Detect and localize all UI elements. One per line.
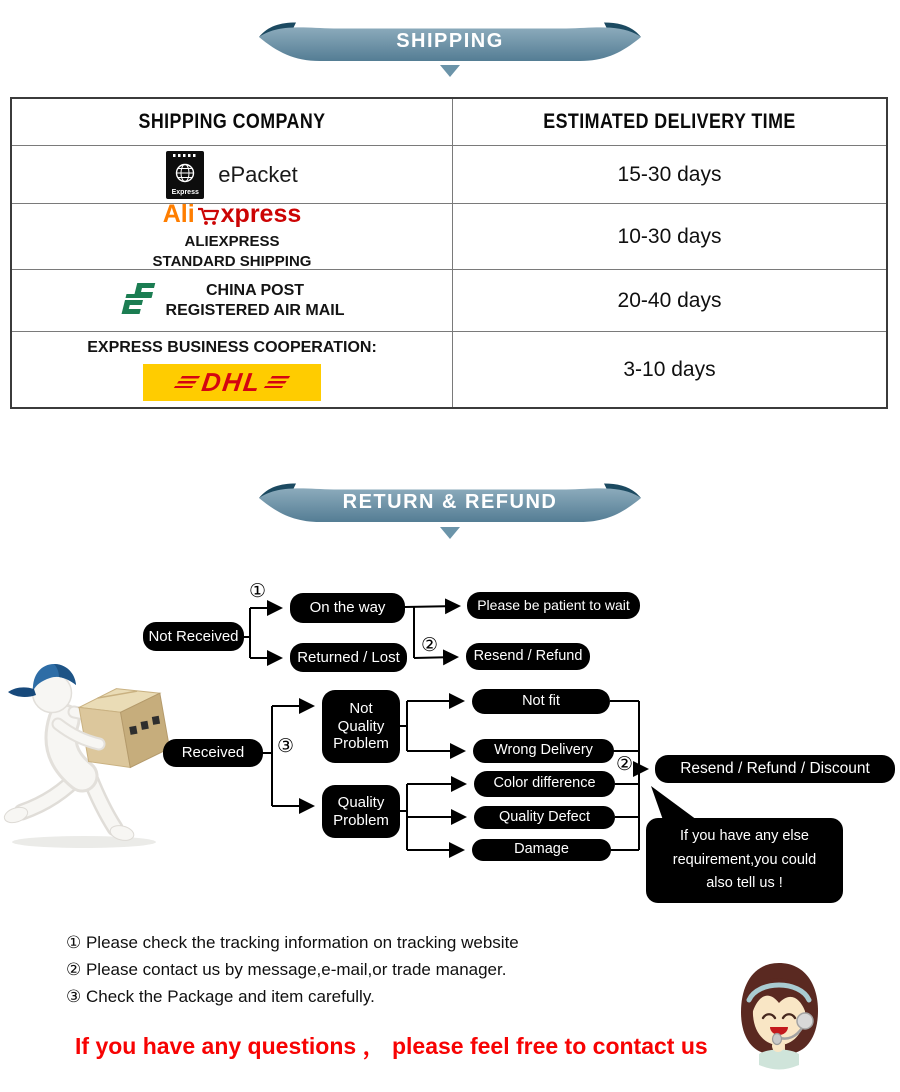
return-refund-banner: [256, 480, 644, 530]
flow-box-resend-refund-discount: Resend / Refund / Discount: [655, 755, 895, 783]
down-triangle-icon: [440, 65, 460, 77]
table-row-aliexpress-time: [453, 204, 886, 270]
table-row-chinapost-company: [12, 270, 453, 332]
speech-bubble-line2: requirement,you could: [672, 851, 817, 868]
chinapost-line1: CHINA POST: [205, 281, 305, 299]
flow-box-returned-lost: Returned / Lost: [290, 643, 407, 672]
cart-icon: [196, 204, 220, 226]
table-row-dhl-time: [453, 332, 886, 407]
dhl-stripes-left-icon: [174, 376, 200, 388]
chinapost-days: 20-40 days: [617, 288, 722, 312]
aliexpress-line2: STANDARD SHIPPING: [152, 252, 312, 270]
speech-bubble: [646, 818, 843, 903]
col-header-shipping-company-label: SHIPPING COMPANY: [138, 110, 326, 133]
chinapost-name: [166, 281, 345, 321]
flow-box-not-quality-problem: Not Quality Problem: [322, 690, 400, 763]
flow-box-quality-defect: Quality Defect: [474, 806, 615, 829]
dhl-days: 3-10 days: [623, 357, 716, 381]
epacket-badge-label: Express: [171, 188, 199, 196]
customer-service-girl-illustration: [731, 957, 828, 1085]
flow-box-quality-problem: Quality Problem: [322, 785, 400, 838]
table-row-epacket-company: [12, 146, 453, 204]
flow-box-not-received: Not Received: [143, 622, 244, 651]
speech-bubble-line1: If you have any else: [680, 828, 809, 845]
aliexpress-line1: ALIEXPRESS: [184, 233, 280, 250]
flow-box-not-fit: Not fit: [472, 689, 610, 714]
flow-box-on-the-way: On the way: [290, 593, 405, 623]
globe-icon: [174, 162, 196, 184]
dhl-logo-text: DHL: [200, 367, 264, 397]
flow-box-received: Received: [163, 739, 263, 767]
flow-box-please-be-patient: Please be patient to wait: [467, 592, 640, 619]
aliexpress-logo-xpress: xpress: [220, 200, 302, 228]
note-1: ① Please check the tracking information on tracking website: [66, 933, 519, 952]
circled-3: ③: [277, 736, 295, 757]
epacket-days: 15-30 days: [617, 162, 722, 186]
down-triangle-icon: [440, 527, 460, 539]
shipping-table: [10, 97, 888, 409]
delivery-man-illustration: [0, 648, 184, 853]
dhl-stripes-right-icon: [264, 376, 290, 388]
dhl-cooperation-label: EXPRESS BUSINESS COOPERATION:: [87, 338, 377, 356]
return-refund-banner-title: RETURN & REFUND: [342, 491, 558, 513]
table-row-aliexpress-company: [12, 200, 453, 270]
col-header-shipping-company: [12, 99, 453, 146]
epacket-name: ePacket: [218, 161, 298, 187]
flow-box-wrong-delivery: Wrong Delivery: [473, 739, 614, 763]
refund-notes: [66, 933, 519, 1014]
circled-2: ②: [421, 635, 439, 656]
china-post-logo-icon: [120, 280, 158, 322]
note-2: ② Please contact us by message,e-mail,or trade manager.: [66, 960, 507, 979]
dhl-logo: [143, 364, 321, 401]
col-header-delivery-time: [453, 99, 886, 146]
table-row-chinapost-time: [453, 270, 886, 332]
table-row-epacket-time: [453, 146, 886, 204]
circled-2-right: ②: [616, 754, 634, 775]
shipping-banner-title: SHIPPING: [396, 30, 504, 52]
speech-bubble-line3: also tell us !: [706, 875, 783, 892]
aliexpress-days: 10-30 days: [617, 224, 722, 248]
flow-box-resend-refund: Resend / Refund: [466, 643, 590, 670]
chinapost-line2: REGISTERED AIR MAIL: [165, 301, 345, 319]
flow-box-damage: Damage: [472, 839, 611, 861]
col-header-delivery-time-label: ESTIMATED DELIVERY TIME: [543, 110, 796, 133]
note-3: ③ Check the Package and item carefully.: [66, 987, 375, 1006]
circled-1: ①: [249, 581, 267, 602]
shipping-banner: [256, 19, 644, 69]
epacket-logo-icon: [166, 151, 204, 199]
aliexpress-logo-ali: Ali: [162, 200, 195, 228]
flow-box-color-difference: Color difference: [474, 771, 615, 797]
table-row-dhl-company: [12, 332, 453, 407]
contact-us-text: If you have any questions ， please feel free to contact us: [75, 1033, 708, 1059]
aliexpress-logo: [163, 202, 302, 227]
epacket-badge-dashes: [173, 154, 197, 157]
